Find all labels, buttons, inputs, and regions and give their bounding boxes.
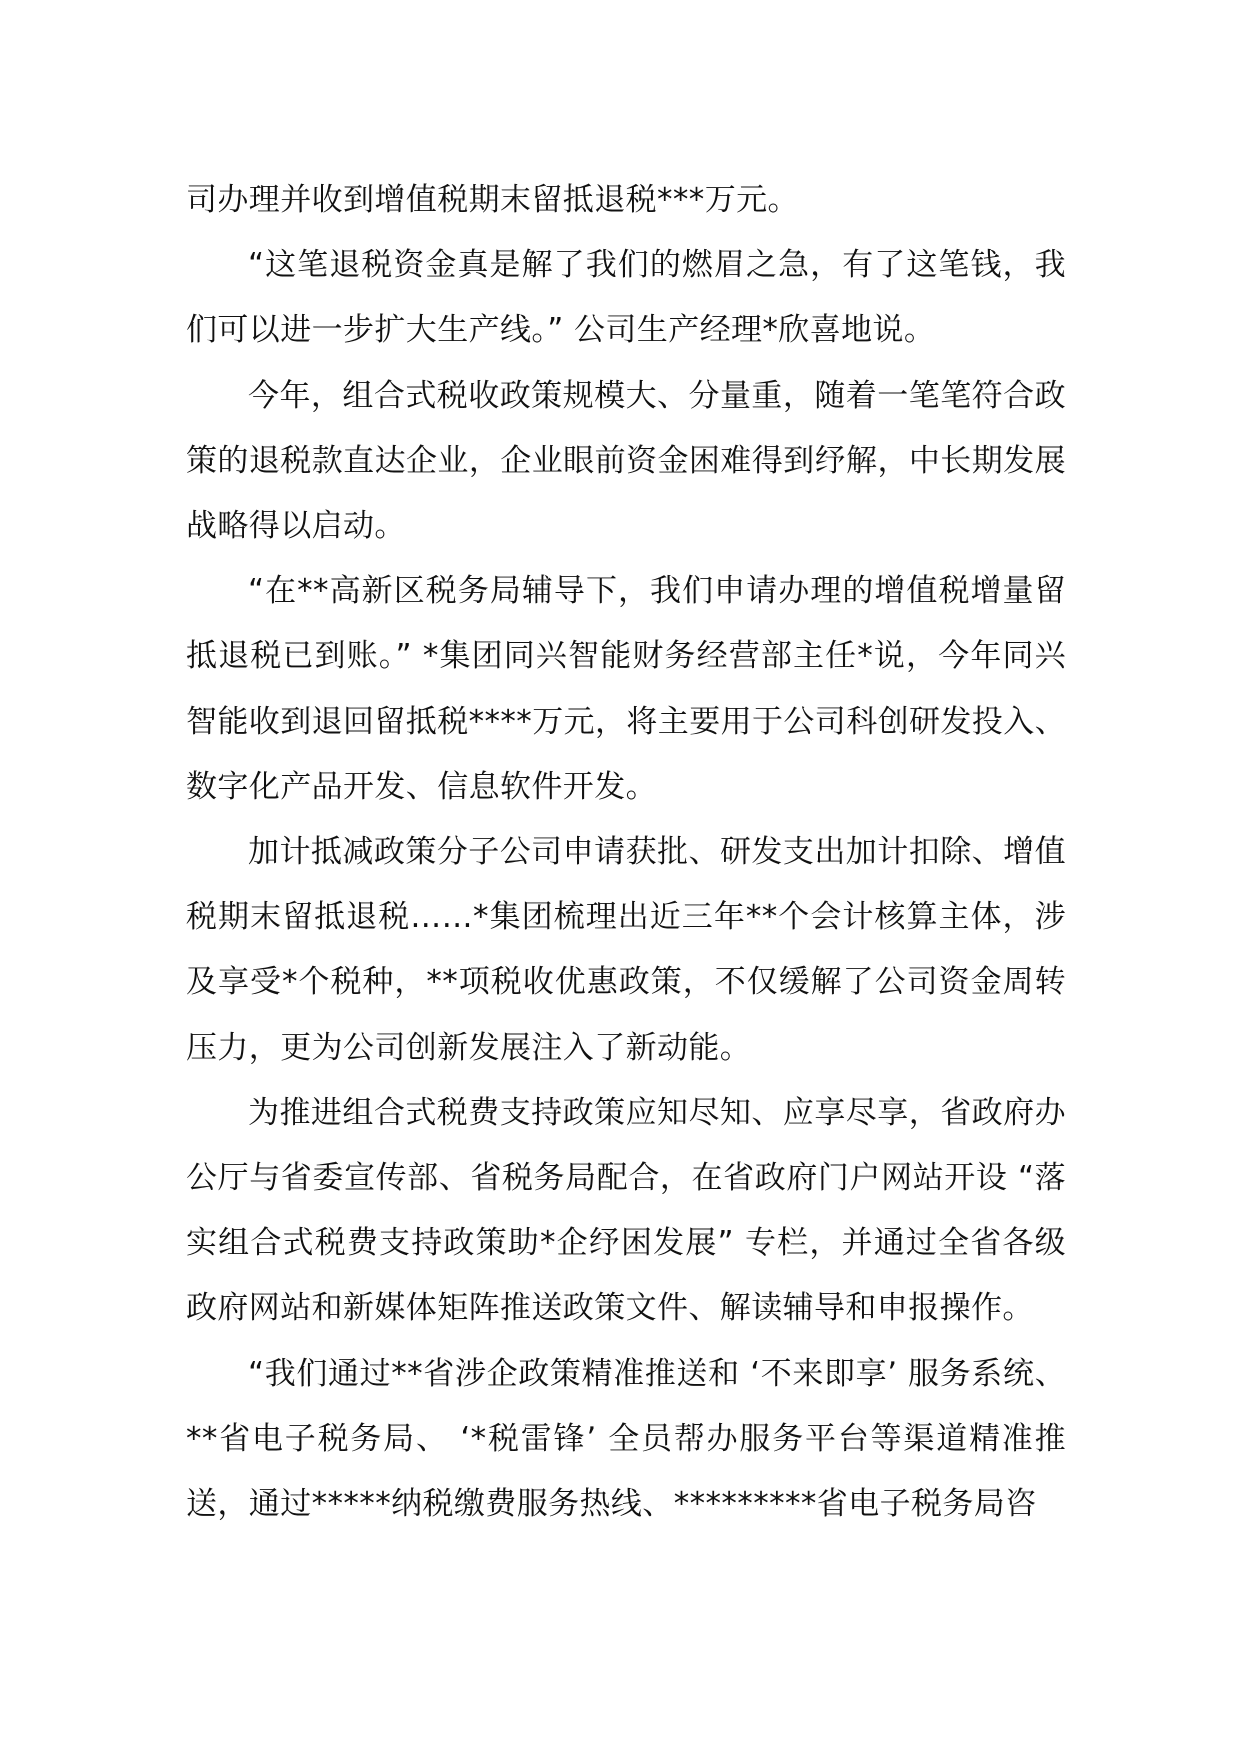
article-body xyxy=(186,168,1066,1537)
paragraph-5: 加计抵减政策分子公司申请获批、研发支出加计扣除、增值税期末留抵退税……*集团梳理出近三年**个会计核算主体，涉及享受*个税种，**项税收优惠政策，不仅缓解了公司资金周转压力，更为公司创新发展注入了新动能。 xyxy=(186,834,1066,1066)
paragraph-1: 司办理并收到增值税期末留抵退税***万元。 xyxy=(186,182,799,218)
paragraph-3: 今年，组合式税收政策规模大、分量重，随着一笔笔符合政策的退税款直达企业，企业眼前资金困难得到纾解，中长期发展战略得以启动。 xyxy=(186,377,1066,545)
paragraph-4: “在**高新区税务局辅导下，我们申请办理的增值税增量留抵退税已到账。” *集团同兴智能财务经营部主任*说，今年同兴智能收到退回留抵税****万元，将主要用于公司科创研发投入、数字化产品开发、信息软件开发。 xyxy=(186,573,1066,805)
paragraph-2: “这笔退税资金真是解了我们的燃眉之急，有了这笔钱，我们可以进一步扩大生产线。” 公司生产经理*欣喜地说。 xyxy=(186,247,1066,349)
paragraph-6: 为推进组合式税费支持政策应知尽知、应享尽享，省政府办公厅与省委宣传部、省税务局配合，在省政府门户网站开设 “落实组合式税费支持政策助*企纾困发展” 专栏，并通过全省各级政府网站和新媒体矩阵推送政策文件、解读辅导和申报操作。 xyxy=(186,1094,1066,1327)
paragraph-7: “我们通过**省涉企政策精准推送和 ‘不来即享’ 服务系统、**省电子税务局、 ‘*税雷锋’ 全员帮办服务平台等渠道精准推送，通过*****纳税缴费服务热线、*********省电子税务局咨 xyxy=(186,1355,1066,1523)
